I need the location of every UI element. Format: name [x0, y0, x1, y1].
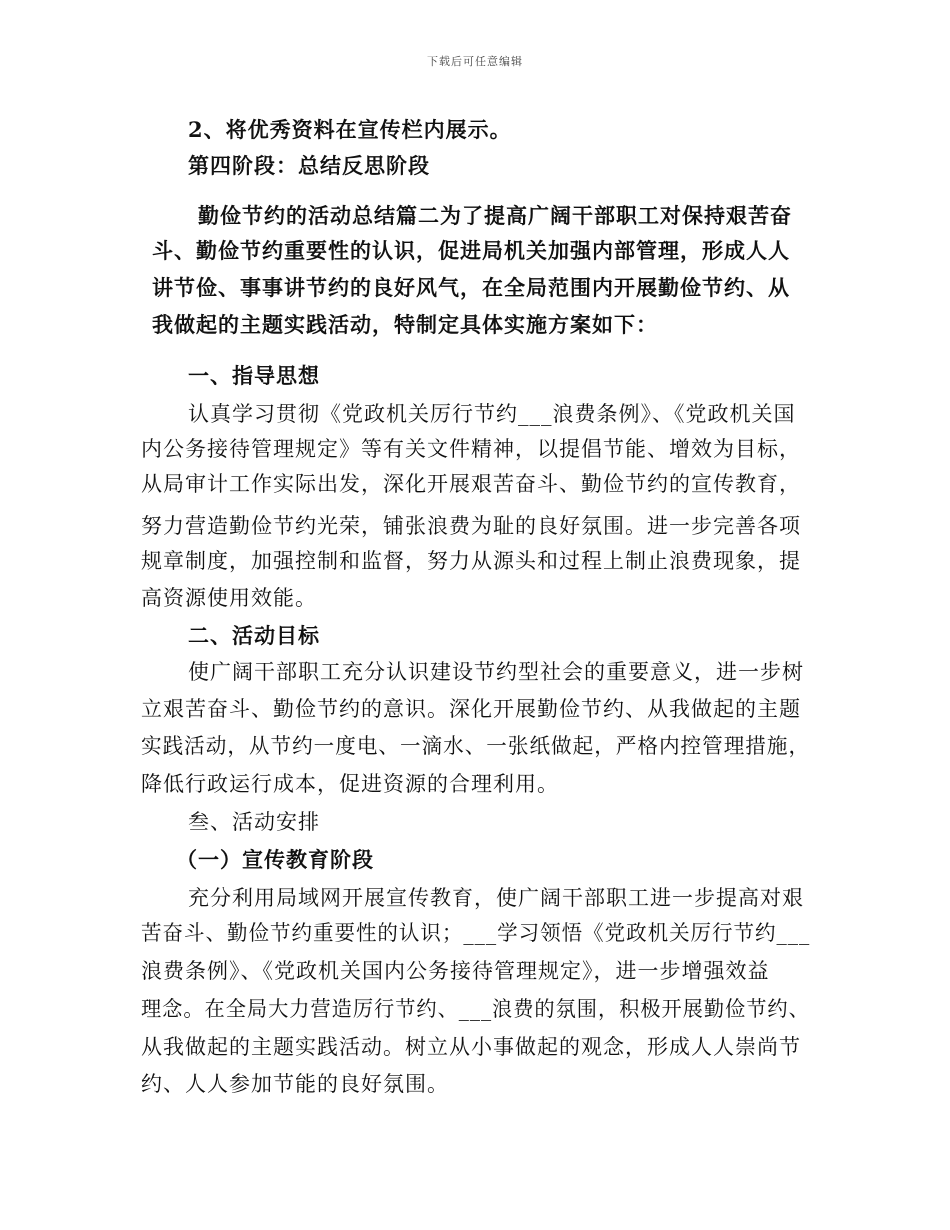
publicity-line-4: 理念。在全局大力营造厉行节约、___浪费的氛围，积极开展勤俭节约、: [141, 997, 810, 1021]
section-heading-arrangement: 叁、活动安排: [188, 810, 320, 834]
summary-line-1: 勤俭节约的活动总结篇二为了提高广阔干部职工对保持艰苦奋: [198, 203, 792, 228]
section-heading-guiding: 一、指导思想: [188, 363, 320, 388]
goals-line-1: 使广阔干部职工充分认识建设节约型社会的重要意义，进一步树: [188, 660, 804, 684]
publicity-line-5: 从我做起的主题实践活动。树立从小事做起的观念，形成人人崇尚节: [141, 1035, 801, 1059]
stage-four-heading: 第四阶段：总结反思阶段: [188, 153, 430, 178]
guiding-line-5: 规章制度，加强控制和监督，努力从源头和过程上制止浪费现象，提: [141, 549, 801, 573]
section-heading-goals: 二、活动目标: [188, 623, 320, 648]
publicity-line-2: 苦奋斗、勤俭节约重要性的认识；___学习领悟《党政机关厉行节约___: [141, 921, 811, 945]
guiding-line-3: 从局审计工作实际出发，深化开展艰苦奋斗、勤俭节约的宣传教育，: [141, 472, 801, 496]
summary-line-2: 斗、勤俭节约重要性的认识，促进局机关加强内部管理，形成人人: [152, 238, 790, 263]
guiding-line-1: 认真学习贯彻《党政机关厉行节约___浪费条例》、《党政机关国: [188, 402, 796, 426]
publicity-line-3: 浪费条例》、《党政机关国内公务接待管理规定》，进一步增强效益: [141, 959, 770, 983]
goals-line-3: 实践活动，从节约一度电、一滴水、一张纸做起，严格内控管理措施，: [141, 734, 811, 758]
publicity-line-1: 充分利用局域网开展宣传教育，使广阔干部职工进一步提高对艰: [188, 886, 804, 910]
publicity-line-6: 约、人人参加节能的良好氛围。: [141, 1072, 449, 1096]
subsection-heading-publicity: （一）宣传教育阶段: [176, 847, 374, 872]
goals-line-4: 降低行政运行成本，促进资源的合理利用。: [141, 772, 559, 796]
guiding-line-6: 高资源使用效能。: [141, 586, 317, 610]
summary-line-4: 我做起的主题实践活动，特制定具体实施方案如下：: [152, 312, 658, 337]
guiding-line-4: 努力营造勤俭节约光荣，铺张浪费为耻的良好氛围。进一步完善各项: [141, 514, 801, 538]
list-item-2: 2、将优秀资料在宣传栏内展示。: [188, 117, 512, 142]
goals-line-2: 立艰苦奋斗、勤俭节约的意识。深化开展勤俭节约、从我做起的主题: [141, 697, 801, 721]
guiding-line-2: 内公务接待管理规定》等有关文件精神，以提倡节能、增效为目标，: [141, 437, 801, 461]
page-header: 下载后可任意编辑: [427, 55, 523, 68]
summary-line-3: 讲节俭、事事讲节约的良好风气，在全局范围内开展勤俭节约、从: [152, 275, 790, 300]
